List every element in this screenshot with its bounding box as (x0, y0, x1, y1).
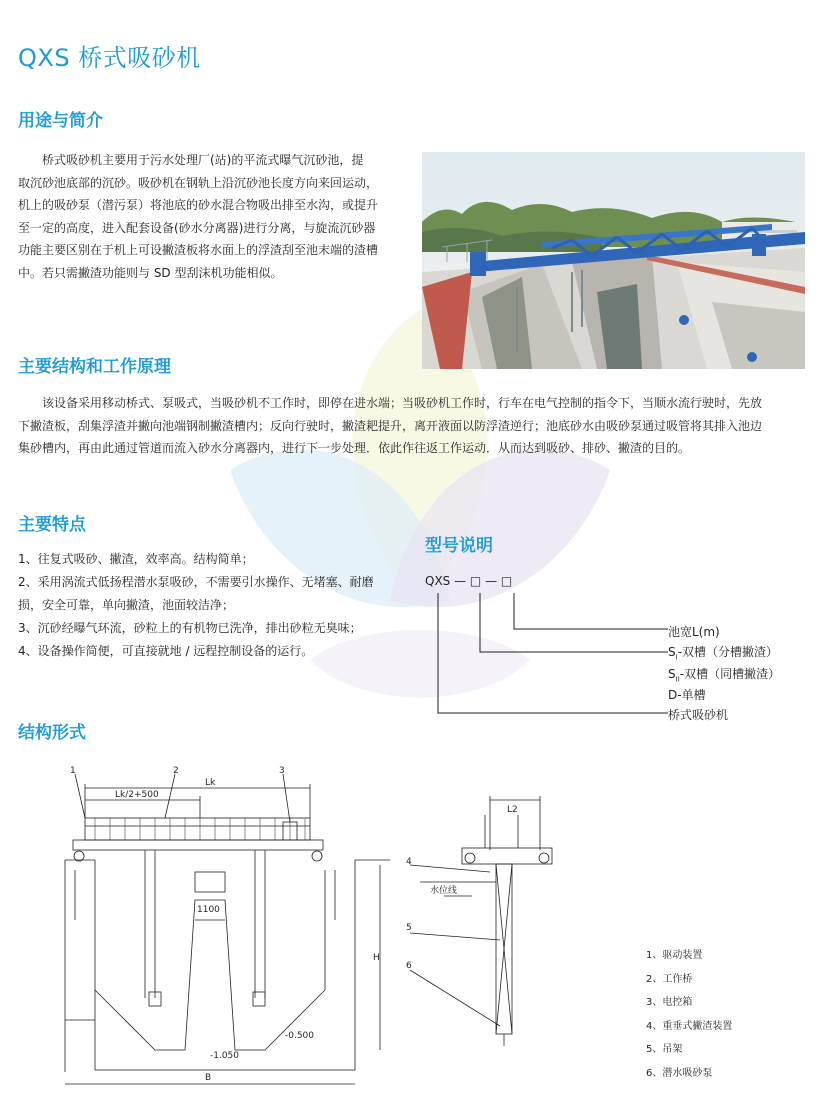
dim-1100: 1100 (197, 905, 220, 915)
dim-h: H (373, 953, 380, 963)
equipment-photo (422, 152, 805, 369)
model-diagram-lines (430, 585, 670, 720)
intro-line: 功能主要区别在于机上可设撇渣板将水面上的浮渣刮至池末端的渣槽 (18, 243, 379, 257)
callout-1: 1 (70, 766, 76, 776)
level-1050: -1.050 (210, 1051, 240, 1061)
features-list (18, 548, 408, 663)
model-item-d: D-单槽 (668, 688, 706, 702)
legend-item: 1、驱动装置 (646, 950, 703, 961)
section-heading-intro: 用途与简介 (18, 111, 103, 131)
principle-line: 集砂槽内，再由此通过管道而流入砂水分离器内，进行下一步处理．依此作往返工作运动．从而达到吸砂、排砂、撇渣的目的。 (18, 441, 691, 455)
principle-line: 下撇渣板，刮集浮渣并撇向池端钢制撇渣槽内；反向行驶时，撇渣耙提升，离开液面以防浮渣逆行；池底砂水由吸砂泵通过吸管将其排入池边 (18, 418, 763, 433)
model-item-width: 池宽L(m) (668, 625, 720, 639)
section-heading-model: 型号说明 (425, 536, 493, 556)
legend-item: 2、工作桥 (646, 973, 693, 985)
feature-item: 1、往复式吸砂、撇渣，效率高。结构简单； (18, 552, 254, 566)
section-heading-structure: 结构形式 (18, 723, 86, 743)
model-item-s2: $S_{II}-$双槽（同槽撇渣） (668, 667, 781, 684)
section-heading-principle: 主要结构和工作原理 (18, 357, 171, 377)
callout-6: 6 (406, 961, 412, 971)
callout-3: 3 (279, 766, 285, 776)
dim-lk-half: Lk/2+500 (115, 790, 159, 800)
side-view-drawing (400, 790, 580, 1060)
feature-item: 2、采用涡流式低扬程潜水泵吸砂，不需要引水操作、无堵塞、耐磨 (18, 575, 374, 589)
drawing-legend (646, 944, 732, 1085)
level-0500: -0.500 (285, 1031, 315, 1041)
principle-line: 该设备采用移动桥式、泵吸式，当吸砂机不工作时，即停在进水端；当吸砂机工作时，行车在电气控制的指令下，当顺水流行驶时，先放 (42, 396, 763, 410)
front-view-drawing (55, 760, 400, 1095)
model-code: QXS — □ — □ (425, 574, 513, 588)
legend-item: 6、潜水吸砂泵 (646, 1067, 713, 1079)
model-item-s1: $S_I-$双槽（分槽撇渣） (668, 645, 779, 662)
legend-item: 4、重垂式撇渣装置 (646, 1020, 733, 1032)
callout-4: 4 (406, 857, 412, 867)
feature-item: 3、沉砂经曝气环流，砂粒上的有机物已洗净，排出砂粒无臭味； (18, 621, 362, 635)
intro-line: 机上的吸砂泵（潜污泵）将池底的砂水混合物吸出排至水沟，或提升 (18, 198, 379, 212)
legend-item: 3、电控箱 (646, 997, 693, 1008)
dim-l2: L2 (507, 805, 518, 815)
dim-b: B (205, 1073, 212, 1083)
intro-paragraph (18, 149, 412, 284)
intro-line: 桥式吸砂机主要用于污水处理厂(站)的平流式曝气沉砂池，提 (42, 153, 364, 167)
intro-line: 中。若只需撇渣功能则与 SD 型刮沫机功能相似。 (18, 265, 283, 280)
intro-line: 取沉砂池底部的沉砂。吸砂机在钢轨上沿沉砂池长度方向来回运动， (18, 175, 379, 190)
model-item-name: 桥式吸砂机 (668, 708, 729, 722)
callout-2: 2 (173, 766, 179, 776)
callout-5: 5 (406, 923, 412, 933)
water-level-label: 水位线 (430, 886, 458, 896)
feature-item: 4、设备操作简便，可直接就地 / 远程控制设备的运行。 (18, 644, 314, 658)
legend-item: 5、吊架 (646, 1044, 683, 1055)
page-title: QXS 桥式吸砂机 (18, 44, 201, 72)
section-heading-features: 主要特点 (18, 515, 86, 535)
principle-paragraph (18, 392, 808, 460)
dim-lk: Lk (205, 778, 216, 788)
feature-item: 损，安全可靠，单向撇渣，池面较洁净； (18, 598, 235, 612)
intro-line: 至一定的高度，进入配套设备(砂水分离器)进行分离，与旋流沉砂器 (18, 220, 376, 235)
